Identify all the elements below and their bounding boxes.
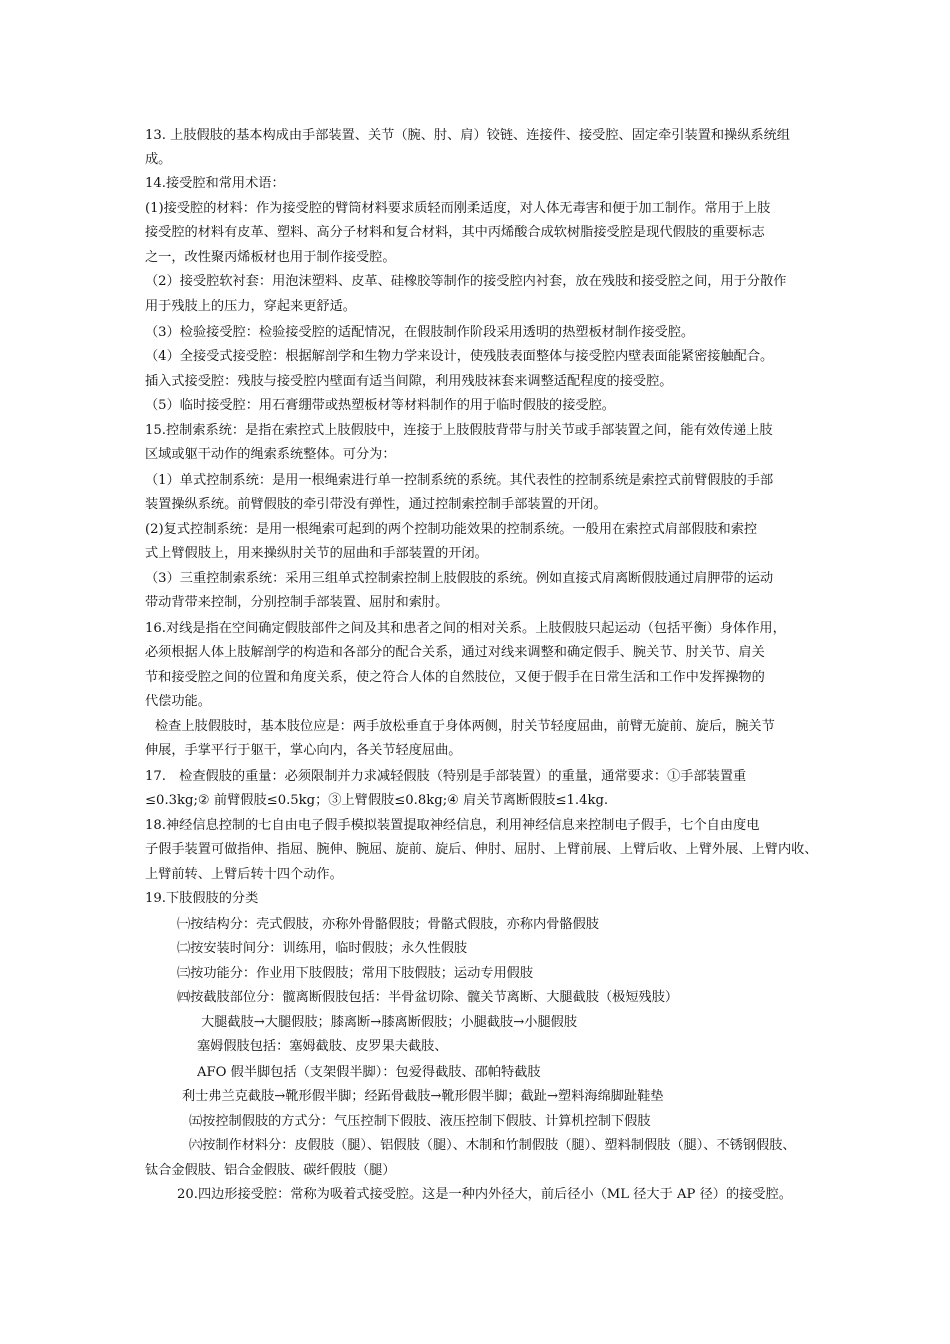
text-line: ㈤按控制假肢的方式分：气压控制下假肢、液压控制下假肢、计算机控制下假肢	[189, 1114, 651, 1129]
text-line: 14.接受腔和常用术语：	[145, 176, 285, 191]
text-line: ㈣按截肢部位分：髋离断假肢包括：半骨盆切除、髋关节离断、大腿截肢（极短残肢）	[177, 990, 679, 1005]
text-line: （3）三重控制索系统：采用三组单式控制索控制上肢假肢的系统。例如直接式肩离断假肢通过肩胛带的运动	[145, 571, 774, 586]
text-line: 式上臂假肢上，用来操纵肘关节的屈曲和手部装置的开闭。	[145, 546, 488, 561]
text-line: 装置操纵系统。前臂假肢的牵引带没有弹性，通过控制索控制手部装置的开闭。	[145, 497, 607, 512]
text-line: 区域或躯干动作的绳索系统整体。可分为：	[145, 447, 396, 462]
text-line: ㈠按结构分：壳式假肢，亦称外骨骼假肢；骨骼式假肢，亦称内骨骼假肢	[177, 917, 599, 932]
text-line: 利士弗兰克截肢→靴形假半脚；经跖骨截肢→靴形假半脚；截趾→塑料海绵脚趾鞋垫	[182, 1089, 664, 1104]
text-line: ㈡按安装时间分：训练用，临时假肢；永久性假肢	[177, 941, 468, 956]
text-line: （5）临时接受腔：用石膏绷带或热塑板材等材料制作的用于临时假肢的接受腔。	[145, 398, 615, 413]
text-line: 16.对线是指在空间确定假肢部件之间及其和患者之间的相对关系。上肢假肢只起运动（包括平衡）身体作用，	[145, 621, 786, 636]
text-line: ㈢按功能分：作业用下肢假肢；常用下肢假肢；运动专用假肢	[177, 966, 534, 981]
text-line: 19.下肢假肢的分类	[145, 891, 259, 906]
text-line: （4）全接受式接受腔：根据解剖学和生物力学来设计，使残肢表面整体与接受腔内壁表面能紧密接触配合。	[145, 349, 774, 364]
text-line: （1）单式控制系统：是用一根绳索进行单一控制系统的系统。其代表性的控制系统是索控式前臂假肢的手部	[145, 473, 774, 488]
text-line: 子假手装置可做指伸、指屈、腕伸、腕屈、旋前、旋后、伸肘、屈肘、上臂前展、上臂后收、上臂外展、上臂内收、	[145, 842, 818, 857]
text-line: 必须根据人体上肢解剖学的构造和各部分的配合关系，通过对线来调整和确定假手、腕关节、肘关节、肩关	[145, 645, 765, 660]
text-line: 检查上肢假肢时，基本肢位应是：两手放松垂直于身体两侧，肘关节轻度屈曲，前臂无旋前、旋后，腕关节	[155, 719, 775, 734]
text-line: 大腿截肢→大腿假肢；膝离断→膝离断假肢；小腿截肢→小腿假肢	[201, 1015, 578, 1030]
text-line: 钛合金假肢、铝合金假肢、碳纤假肢（腿）	[145, 1163, 396, 1178]
text-line: 13. 上肢假肢的基本构成由手部装置、关节（腕、肘、肩）铰链、连接件、接受腔、固定牵引装置和操纵系统组	[145, 128, 790, 143]
text-line: 18.神经信息控制的七自由电子假手模拟装置提取神经信息，利用神经信息来控制电子假手，七个自由度电	[145, 818, 760, 833]
text-line: 20.四边形接受腔：常称为吸着式接受腔。这是一种内外径大，前后径小（ML 径大于 AP 径）的接受腔。	[177, 1187, 792, 1202]
text-line: 上臂前转、上臂后转十四个动作。	[145, 867, 343, 882]
text-line: AFO 假半脚包括（支架假半脚）：包爱得截肢、邵帕特截肢	[197, 1065, 541, 1080]
text-line: （3）检验接受腔：检验接受腔的适配情况，在假肢制作阶段采用透明的热塑板材制作接受腔。	[145, 325, 695, 340]
text-line: 之一，改性聚丙烯板材也用于制作接受腔。	[145, 250, 396, 265]
text-line: 成。	[145, 152, 172, 167]
text-line: 17. 检查假肢的重量：必须限制并力求减轻假肢（特别是手部装置）的重量，通常要求：①手部装置重	[145, 769, 747, 784]
text-line: (2)复式控制系统：是用一根绳索可起到的两个控制功能效果的控制系统。一般用在索控式肩部假肢和索控	[145, 522, 758, 537]
text-line: ≤0.3kg;② 前臂假肢≤0.5kg；③上臂假肢≤0.8kg;④ 肩关节离断假肢≤1.4kg.	[145, 793, 609, 808]
text-line: (1)接受腔的材料：作为接受腔的臂筒材料要求质轻而刚柔适度，对人体无毒害和便于加工制作。常用于上肢	[145, 201, 771, 216]
text-line: （2）接受腔软衬套：用泡沫塑料、皮革、硅橡胶等制作的接受腔内衬套，放在残肢和接受腔之间，用于分散作	[145, 274, 787, 289]
text-line: 带动背带来控制，分别控制手部装置、屈肘和索肘。	[145, 595, 449, 610]
text-line: 用于残肢上的压力，穿起来更舒适。	[145, 299, 356, 314]
text-line: 接受腔的材料有皮革、塑料、高分子材料和复合材料，其中丙烯酸合成软树脂接受腔是现代假肢的重要标志	[145, 225, 765, 240]
text-line: 节和接受腔之间的位置和角度关系，使之符合人体的自然肢位，又便于假手在日常生活和工作中发挥操物的	[145, 670, 765, 685]
text-line: 伸展，手掌平行于躯干，掌心向内，各关节轻度屈曲。	[145, 743, 462, 758]
text-line: 插入式接受腔：残肢与接受腔内壁面有适当间隙，利用残肢袜套来调整适配程度的接受腔。	[145, 374, 673, 389]
text-line: 代偿功能。	[145, 694, 211, 709]
text-line: ㈥按制作材料分：皮假肢（腿）、铝假肢（腿）、木制和竹制假肢（腿）、塑料制假肢（腿）、不锈钢假肢、	[189, 1138, 796, 1153]
text-line: 15.控制索系统：是指在索控式上肢假肢中，连接于上肢假肢背带与肘关节或手部装置之间，能有效传递上肢	[145, 423, 773, 438]
text-line: 塞姆假肢包括：塞姆截肢、皮罗果夫截肢、	[197, 1039, 448, 1054]
